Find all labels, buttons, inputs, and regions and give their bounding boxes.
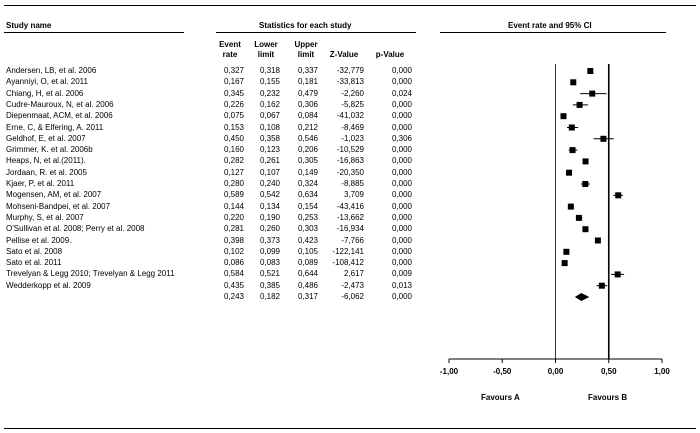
pooled-z-value-cell: -6,062 (341, 292, 364, 301)
event-rate-cell: 0,435 (223, 280, 244, 290)
pooled-diamond (575, 293, 589, 301)
lower-limit-cell: 0,108 (259, 122, 280, 132)
z-value-cell: -122,141 (332, 246, 364, 256)
study-name-cell: Sato et al. 2011 (6, 258, 62, 268)
p-value-cell: 0,000 (391, 190, 412, 200)
study-name-cell: Kjaer, P, et al. 2011 (6, 179, 75, 188)
z-value-cell: -5,825 (341, 99, 364, 109)
p-value-cell: 0,000 (391, 201, 412, 211)
event-rate-cell: 0,282 (223, 156, 244, 166)
lower-limit-cell: 0,107 (259, 167, 280, 177)
p-value-cell: 0,000 (391, 246, 412, 256)
z-value-cell: -43,416 (336, 201, 364, 211)
z-value-header: Z-Value (329, 50, 359, 59)
z-value-cell: -33,813 (336, 77, 364, 87)
lower-limit-cell: 0,067 (259, 111, 280, 121)
p-value-cell: 0,000 (391, 156, 412, 166)
z-value-cell: -108,412 (332, 258, 364, 268)
z-value-cell: -20,350 (336, 167, 364, 177)
upper-limit-cell: 0,212 (297, 122, 318, 132)
lower-limit-cell: 0,155 (259, 77, 280, 87)
point-estimate-square (568, 204, 574, 210)
p-value-cell: 0,024 (391, 88, 412, 98)
z-value-cell: -8,469 (341, 122, 364, 132)
z-value-cell: -8,885 (341, 179, 364, 188)
x-tick-label: 0,00 (547, 367, 564, 376)
z-value-cell: -16,863 (336, 156, 364, 166)
point-estimate-square (615, 192, 621, 198)
lower-limit-cell: 0,358 (259, 133, 280, 143)
upper-limit-cell: 0,306 (297, 99, 318, 109)
event-rate-cell: 0,153 (223, 122, 244, 132)
point-estimate-square (615, 271, 621, 277)
upper-limit-cell: 0,324 (297, 179, 318, 188)
study-name-cell: Cudre-Mauroux, N, et al. 2006 (6, 99, 114, 109)
p-value-cell: 0,000 (391, 212, 412, 222)
z-value-cell: -2,260 (341, 88, 364, 98)
z-value-cell: -1,023 (341, 133, 364, 143)
p-value-cell: 0,000 (391, 122, 412, 132)
upper-limit-cell: 0,089 (297, 258, 318, 268)
lower-limit-cell: 0,542 (259, 190, 280, 200)
upper-limit-cell: 0,546 (297, 133, 318, 143)
z-value-cell: -13,662 (336, 212, 364, 222)
point-estimate-square (560, 113, 566, 119)
event-rate-cell: 0,280 (223, 179, 244, 188)
x-tick-label: 1,00 (654, 367, 670, 376)
point-estimate-square (566, 170, 572, 176)
point-estimate-square (599, 283, 605, 289)
event-rate-cell: 0,226 (223, 99, 244, 109)
point-estimate-square (570, 79, 576, 85)
upper-limit-header: Upper limit (294, 40, 318, 59)
lower-limit-cell: 0,385 (259, 280, 280, 290)
lower-limit-cell: 0,099 (259, 246, 280, 256)
event-rate-cell: 0,220 (223, 212, 244, 222)
z-value-cell: 3,709 (343, 190, 364, 200)
p-value-cell: 0,306 (391, 133, 412, 143)
study-name-cell: Chiang, H, et al. 2006 (6, 88, 84, 98)
z-value-cell: -32,779 (336, 66, 364, 75)
p-value-cell: 0,000 (391, 111, 412, 121)
event-rate-cell: 0,398 (223, 235, 244, 245)
upper-limit-cell: 0,206 (297, 145, 318, 155)
upper-limit-cell: 0,253 (297, 212, 318, 222)
plot-title: Event rate and 95% CI (508, 21, 592, 30)
event-rate-cell: 0,281 (223, 224, 244, 234)
study-name-cell: Geldhof, E, et al. 2007 (6, 133, 86, 143)
pooled-p-value-cell: 0,000 (391, 292, 412, 301)
p-value-cell: 0,013 (391, 280, 412, 290)
upper-limit-cell: 0,305 (297, 156, 318, 166)
p-value-header: p-Value (375, 50, 405, 59)
event-rate-cell: 0,127 (223, 167, 244, 177)
favours-a-label: Favours A (481, 393, 520, 402)
study-name-cell: Sato et al. 2008 (6, 246, 63, 256)
event-rate-cell: 0,589 (223, 190, 244, 200)
upper-limit-cell: 0,423 (297, 235, 318, 245)
study-name-cell: Erne, C, & Elfering, A. 2011 (6, 122, 104, 132)
x-tick-label: -1,00 (439, 367, 459, 376)
z-value-cell: -41,032 (336, 111, 364, 121)
pooled-event-rate-cell: 0,243 (223, 292, 244, 301)
upper-limit-cell: 0,149 (297, 167, 318, 177)
upper-limit-cell: 0,084 (297, 111, 318, 121)
z-value-cell: -10,529 (336, 145, 364, 155)
upper-limit-cell: 0,337 (297, 66, 318, 75)
z-value-cell: -2,473 (341, 280, 364, 290)
event-rate-cell: 0,584 (223, 269, 244, 279)
study-name-cell: Murphy, S, et al. 2007 (6, 212, 84, 222)
study-name-cell: Jordaan, R. et al. 2005 (6, 167, 87, 177)
lower-limit-cell: 0,373 (259, 235, 280, 245)
study-name-cell: Wedderkopp et al. 2009 (6, 280, 91, 290)
lower-limit-cell: 0,521 (259, 269, 280, 279)
pooled-upper-limit-cell: 0,317 (297, 292, 318, 301)
point-estimate-square (589, 91, 595, 97)
lower-limit-cell: 0,134 (259, 201, 280, 211)
point-estimate-square (582, 226, 588, 232)
lower-limit-cell: 0,190 (259, 212, 280, 222)
point-estimate-square (600, 136, 606, 142)
favours-b-label: Favours B (588, 393, 628, 402)
study-name-cell: Andersen, LB, et al. 2006 (6, 66, 97, 75)
z-value-cell: -16,934 (336, 224, 364, 234)
upper-limit-cell: 0,303 (297, 224, 318, 234)
lower-limit-cell: 0,083 (259, 258, 280, 268)
p-value-cell: 0,000 (391, 179, 412, 188)
p-value-cell: 0,000 (391, 77, 412, 87)
stats-group-header: Statistics for each study (259, 21, 352, 30)
study-name-cell: Grimmer, K. et al. 2006b (6, 145, 93, 155)
event-rate-cell: 0,086 (223, 258, 244, 268)
p-value-cell: 0,000 (391, 66, 412, 75)
z-value-cell: -7,766 (341, 235, 364, 245)
study-name-cell: Diepenmaat, ACM, et al. 2006 (6, 111, 113, 121)
study-name-cell: O'Sullivan et al. 2008; Perry et al. 2008 (6, 224, 145, 234)
lower-limit-cell: 0,240 (259, 179, 280, 188)
p-value-cell: 0,000 (391, 145, 412, 155)
upper-limit-cell: 0,634 (297, 190, 318, 200)
point-estimate-square (583, 158, 589, 164)
event-rate-cell: 0,450 (223, 133, 244, 143)
p-value-cell: 0,000 (391, 224, 412, 234)
lower-limit-header: Lower limit (254, 40, 278, 59)
x-tick-label: 0,50 (600, 367, 617, 376)
p-value-cell: 0,000 (391, 235, 412, 245)
lower-limit-cell: 0,162 (259, 99, 280, 109)
study-name-header: Study name (6, 21, 52, 30)
z-value-cell: 2,617 (343, 269, 364, 279)
point-estimate-square (562, 260, 568, 266)
upper-limit-cell: 0,644 (297, 269, 318, 279)
point-estimate-square (563, 249, 569, 255)
point-estimate-square (582, 181, 588, 187)
event-rate-cell: 0,327 (223, 66, 244, 75)
lower-limit-cell: 0,232 (259, 88, 280, 98)
event-rate-cell: 0,075 (223, 111, 244, 121)
pooled-lower-limit-cell: 0,182 (259, 292, 280, 301)
study-name-cell: Pellise et al. 2009. (6, 235, 72, 245)
point-estimate-square (577, 102, 583, 108)
study-name-cell: Mogensen, AM, et al. 2007 (6, 190, 102, 200)
upper-limit-cell: 0,479 (297, 88, 318, 98)
upper-limit-cell: 0,105 (297, 246, 318, 256)
p-value-cell: 0,000 (391, 99, 412, 109)
lower-limit-cell: 0,261 (259, 156, 280, 166)
p-value-cell: 0,009 (391, 269, 412, 279)
point-estimate-square (569, 125, 575, 131)
point-estimate-square (576, 215, 582, 221)
study-name-cell: Trevelyan & Legg 2010; Trevelyan & Legg 2011 (6, 269, 175, 279)
point-estimate-square (587, 68, 593, 74)
study-name-cell: Mohseni-Bandpei, et al. 2007 (6, 201, 111, 211)
lower-limit-cell: 0,260 (259, 224, 280, 234)
event-rate-cell: 0,102 (223, 246, 244, 256)
study-name-cell: Heaps, N, et al.(2011). (6, 156, 86, 166)
event-rate-header: Event rate (219, 40, 241, 59)
p-value-cell: 0,000 (391, 258, 412, 268)
p-value-cell: 0,000 (391, 167, 412, 177)
upper-limit-cell: 0,154 (297, 201, 318, 211)
upper-limit-cell: 0,486 (297, 280, 318, 290)
lower-limit-cell: 0,318 (259, 66, 280, 75)
study-name-cell: Ayanniyi, O, et al. 2011 (6, 77, 88, 87)
event-rate-cell: 0,144 (223, 201, 244, 211)
point-estimate-square (595, 238, 601, 244)
event-rate-cell: 0,160 (223, 145, 244, 155)
point-estimate-square (570, 147, 576, 153)
upper-limit-cell: 0,181 (297, 77, 318, 87)
event-rate-cell: 0,345 (223, 88, 244, 98)
event-rate-cell: 0,167 (223, 77, 244, 87)
x-tick-label: -0,50 (493, 367, 512, 376)
lower-limit-cell: 0,123 (259, 145, 280, 155)
